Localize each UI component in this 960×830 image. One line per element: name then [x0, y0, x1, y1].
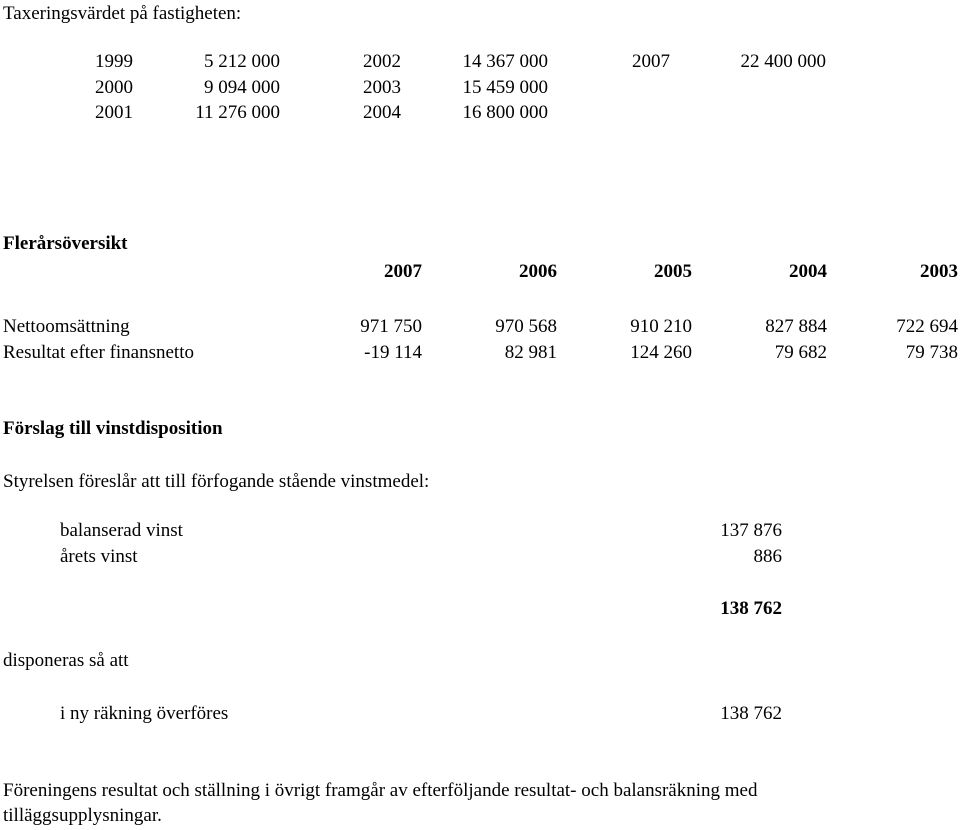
flerars-row-label: Resultat efter finansnetto [3, 342, 194, 363]
footer-line: tilläggsupplysningar. [3, 805, 162, 826]
tax-value: 22 400 000 [740, 51, 826, 72]
tax-year: 2004 [363, 102, 401, 123]
tax-year: 2002 [363, 51, 401, 72]
footer-line: Föreningens resultat och ställning i övrigt framgår av efterföljande resultat- och balansräkning med [3, 780, 758, 801]
flerars-cell: 910 210 [630, 316, 692, 337]
vinst-item-label: årets vinst [60, 546, 138, 567]
flerars-cell: 82 981 [504, 342, 557, 363]
flerars-cell: 970 568 [495, 316, 557, 337]
flerars-title: Flerårsöversikt [3, 233, 128, 254]
flerars-year-header: 2004 [789, 261, 827, 282]
ny-rakning-value: 138 762 [720, 703, 782, 724]
taxering-title: Taxeringsvärdet på fastigheten: [3, 3, 242, 24]
vinst-item-value: 137 876 [720, 520, 782, 541]
tax-year: 2003 [363, 77, 401, 98]
tax-year: 2007 [632, 51, 670, 72]
flerars-cell: 971 750 [360, 316, 422, 337]
flerars-cell: 722 694 [896, 316, 958, 337]
flerars-cell: 827 884 [765, 316, 827, 337]
tax-value: 11 276 000 [195, 102, 280, 123]
vinst-item-value: 886 [753, 546, 782, 567]
flerars-row-label: Nettoomsättning [3, 316, 130, 337]
tax-year: 2001 [95, 102, 133, 123]
tax-value: 5 212 000 [204, 51, 280, 72]
vinst-item-label: balanserad vinst [60, 520, 183, 541]
tax-value: 15 459 000 [462, 77, 548, 98]
tax-year: 2000 [95, 77, 133, 98]
tax-value: 16 800 000 [462, 102, 548, 123]
flerars-cell: 79 738 [905, 342, 958, 363]
ny-rakning-label: i ny räkning överföres [60, 703, 229, 724]
flerars-year-header: 2003 [920, 261, 958, 282]
flerars-year-header: 2007 [384, 261, 422, 282]
tax-value: 9 094 000 [204, 77, 280, 98]
tax-value: 14 367 000 [462, 51, 548, 72]
flerars-cell: -19 114 [364, 342, 422, 363]
vinst-title: Förslag till vinstdisposition [3, 418, 223, 439]
flerars-year-header: 2006 [519, 261, 557, 282]
tax-year: 1999 [95, 51, 133, 72]
flerars-cell: 124 260 [630, 342, 692, 363]
vinst-total: 138 762 [720, 598, 782, 619]
flerars-year-header: 2005 [654, 261, 692, 282]
vinst-intro: Styrelsen föreslår att till förfogande stående vinstmedel: [3, 471, 430, 492]
disponeras-label: disponeras så att [3, 650, 129, 671]
flerars-cell: 79 682 [774, 342, 827, 363]
